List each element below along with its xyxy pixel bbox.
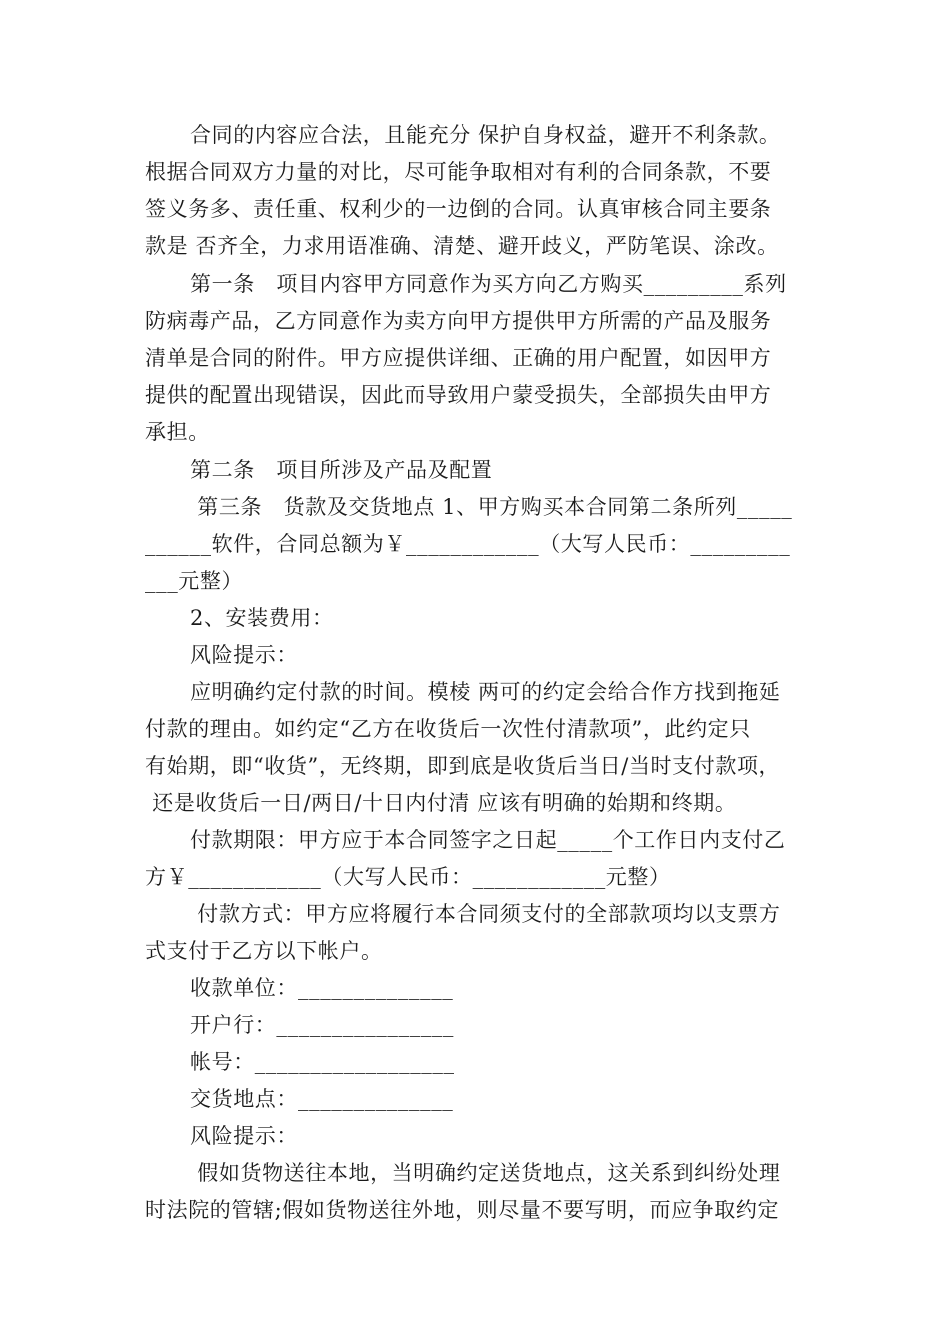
paragraph-line: 式支付于乙方以下帐户。 xyxy=(145,939,383,963)
paragraph-line: 方￥____________（大写人民币：____________元整） xyxy=(145,865,671,889)
article-1-line: 第一条 项目内容甲方同意作为买方向乙方购买_________系列 xyxy=(190,272,787,296)
article-3-line: 第三条 货款及交货地点 1、甲方购买本合同第二条所列_____ xyxy=(190,495,793,519)
paragraph-line: 款是 否齐全，力求用语准确、清楚、避开歧义，严防笔误、涂改。 xyxy=(145,234,779,258)
paragraph-line: 时法院的管辖;假如货物送往外地，则尽量不要写明，而应争取约定 xyxy=(145,1198,780,1222)
paragraph-line: 防病毒产品，乙方同意作为卖方向甲方提供甲方所需的产品及服务 xyxy=(145,309,772,333)
paragraph-line: 还是收货后一日/两日/十日内付清 应该有明确的始期和终期。 xyxy=(145,791,737,815)
install-fee-line: 2、安装费用： xyxy=(190,606,334,630)
paragraph-line: 根据合同双方力量的对比，尽可能争取相对有利的合同条款，不要 xyxy=(145,160,772,184)
risk-tip-heading: 风险提示： xyxy=(190,643,298,667)
paragraph-line: 清单是合同的附件。甲方应提供详细、正确的用户配置，如因甲方 xyxy=(145,346,772,370)
paragraph-line: 提供的配置出现错误，因此而导致用户蒙受损失，全部损失由甲方 xyxy=(145,383,772,407)
paragraph-line: 签义务多、责任重、权利少的一边倒的合同。认真审核合同主要条 xyxy=(145,197,772,221)
paragraph-line: 有始期，即“收货”，无终期，即到底是收货后当日/当时支付款项， xyxy=(145,754,781,778)
paragraph-line: 合同的内容应合法，且能充分 保护自身权益，避开不利条款。 xyxy=(190,123,781,147)
paragraph-line: 承担。 xyxy=(145,420,210,444)
account-field-line: 帐号：__________________ xyxy=(190,1050,455,1074)
paragraph-line: ______软件，合同总额为￥____________（大写人民币：_________ xyxy=(145,532,791,556)
bank-field-line: 开户行：________________ xyxy=(190,1013,454,1037)
risk-tip-heading: 风险提示： xyxy=(190,1124,298,1148)
paragraph-line: 付款的理由。如约定“乙方在收货后一次性付清款项”，此约定只 xyxy=(145,717,751,741)
paragraph-line: 应明确约定付款的时间。模棱 两可的约定会给合作方找到拖延 xyxy=(190,680,781,704)
paragraph-line: 假如货物送往本地，当明确约定送货地点，这关系到纠纷处理 xyxy=(190,1161,781,1185)
payee-field-line: 收款单位：______________ xyxy=(190,976,454,1000)
delivery-place-field-line: 交货地点：______________ xyxy=(190,1087,454,1111)
payment-term-line: 付款期限：甲方应于本合同签字之日起_____个工作日内支付乙 xyxy=(190,828,786,852)
paragraph-line: ___元整） xyxy=(145,569,244,593)
article-2-line: 第二条 项目所涉及产品及配置 xyxy=(190,458,493,482)
payment-method-line: 付款方式：甲方应将履行本合同须支付的全部款项均以支票方 xyxy=(190,902,781,926)
